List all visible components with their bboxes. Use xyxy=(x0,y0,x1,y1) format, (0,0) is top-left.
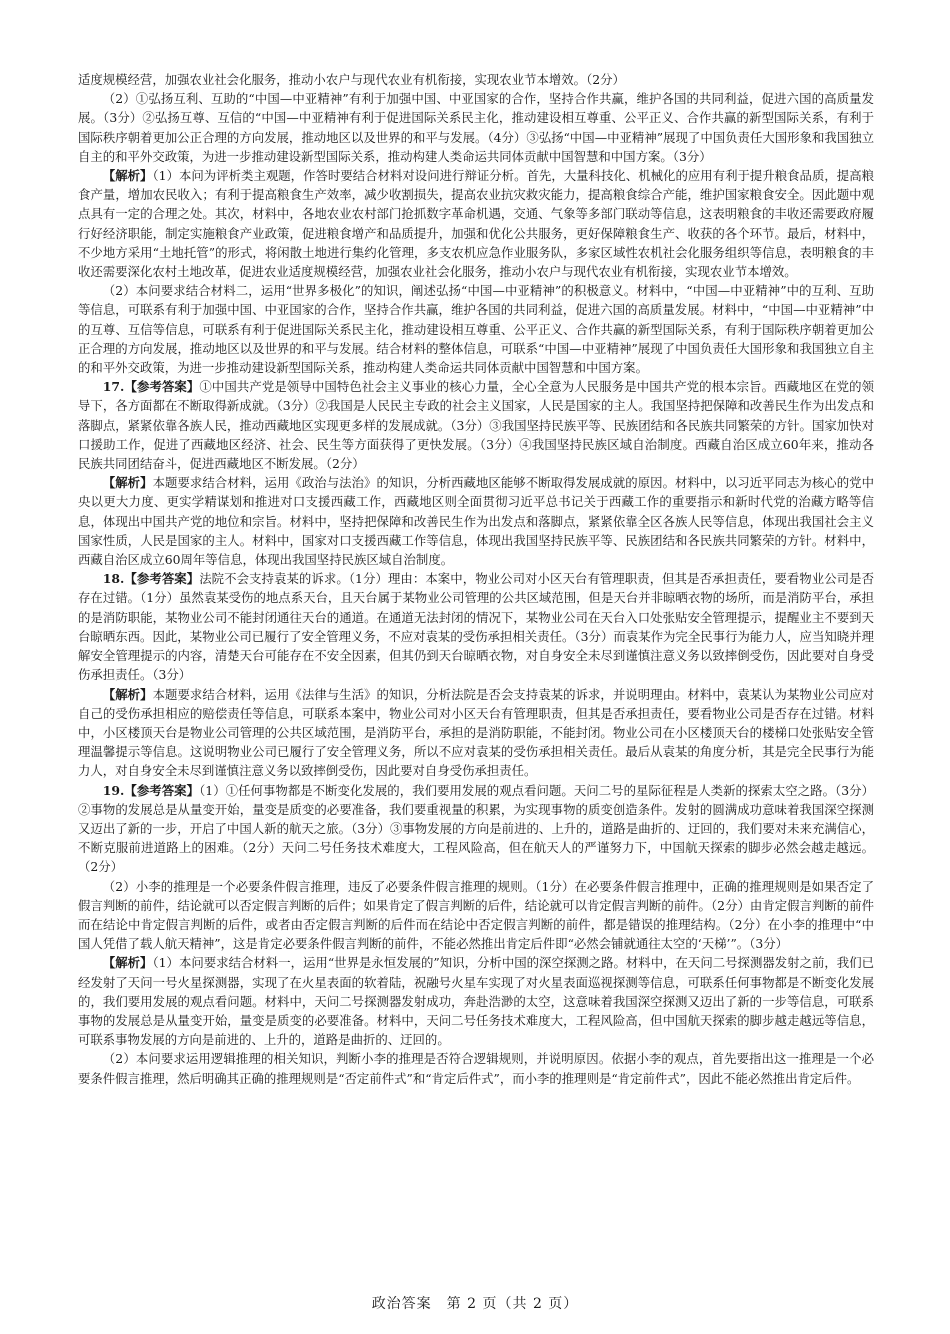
paragraph xyxy=(78,473,874,569)
paragraph xyxy=(78,377,874,473)
section-tag: 19.【参考答案】 xyxy=(102,782,200,798)
paragraph-text: （2）本问要求结合材料二，运用“世界多极化”的知识，阐述弘扬“中国—中亚精神”的积极意义。材料中，“中国—中亚精神”中的互利、互助等信息，可联系有利于加强中国、中亚国家的合作，坚持合作共赢，维护各国的共同利益，促进六国的高质量发展。材料中，“中国—中亚精神”中的互尊、互信等信息，可联系有利于促进国际关系民主化，推动建设相互尊重、公平正义、合作共赢的新型国际关系，有利于国际秩序朝着更加公正合理的方向发展，推动地区以及世界的和平与发展。结合材料的整体信息，可联系“中国—中亚精神”展现了中国负责任大国形象和我国独立自主的和平外交政策，为进一步推动建设新型国际关系，推动构建人类命运共同体贡献中国智慧和中国方案。 xyxy=(78,283,874,376)
section-tag: 18.【参考答案】 xyxy=(102,571,200,587)
paragraph-text: 本题要求结合材料，运用《政治与法治》的知识，分析西藏地区能够不断取得发展成就的原因。材料中，以习近平同志为核心的党中央以更大力度、更实学精谋划和推进对口支援西藏工作，西藏地区则全面贯彻习近平总书记关于西藏工作的重要指示和新时代党的治藏方略等信息，体现出中国共产党的地位和宗旨。材料中，坚持把保障和改善民生作为出发点和落脚点，紧紧依靠全区各族人民等信息，体现出我国社会主义国家性质，人民是国家的主人。材料中，国家对口支援西藏工作等信息，体现出我国坚持民族平等、民族团结和各民族共同繁荣的方针。材料中，西藏自治区成立60周年等信息，体现出我国坚持民族区域自治制度。 xyxy=(78,475,874,568)
paragraph xyxy=(78,781,874,877)
paragraph xyxy=(78,953,874,1049)
section-tag: 【解析】 xyxy=(102,686,153,702)
section-tag: 17.【参考答案】 xyxy=(102,379,200,395)
paragraph-text: 本题要求结合材料，运用《法律与生活》的知识，分析法院是否会支持袁某的诉求，并说明理由。材料中，袁某认为某物业公司应对自己的受伤承担相应的赔偿责任等信息，可联系本案中，物业公司对小区天台有管理职责，但其是否承担责任，要看物业公司是否存在过错。材料中，小区楼顶天台是物业公司管理的公共区域范围，是消防平台，承担的是消防职能，不能封闭。物业公司在小区楼顶天台的楼梯口处张贴安全管理温馨提示等信息。这说明物业公司已履行了安全管理义务，所以不应对袁某的受伤承担相关责任。最后从袁某的角度分析，其是完全民事行为能力人，对自身安全未尽到谨慎注意义务以致摔倒受伤，因此要对自身受伤承担责任。 xyxy=(78,686,874,779)
page-footer: 政治答案 第 2 页（共 2 页） xyxy=(371,1296,579,1312)
section-tag: 【解析】 xyxy=(102,168,153,184)
paragraph xyxy=(78,89,874,166)
paragraph xyxy=(78,70,874,89)
paragraph xyxy=(78,281,874,377)
paragraph-text: 法院不会支持袁某的诉求。（1分）理由：本案中，物业公司对小区天台有管理职责，但其是否承担责任，要看物业公司是否存在过错。（1分）虽然袁某受伤的地点系天台，且天台属于某物业公司管理的公共区域范围，但是天台并非晾晒衣物的场所，而是消防平台，承担的是消防职能，某物业公司不能封闭通往天台的通道。在通道无法封闭的情况下，某物业公司在天台入口处张贴安全管理提示，提醒业主不要到天台晾晒东西。因此，某物业公司已履行了安全管理义务，不应对袁某的受伤承担相关责任。（3分）而袁某作为完全民事行为能力人，应当知晓并理解安全管理提示的内容，清楚天台可能存在不安全因素，但其仍到天台晾晒衣物，对自身安全未尽到谨慎注意义务以致摔倒受伤，因此要对自身受伤承担责任。（3分） xyxy=(78,571,874,683)
paragraph-text: （2）本问要求运用逻辑推理的相关知识，判断小李的推理是否符合逻辑规则，并说明原因。依据小李的观点，首先要指出这一推理是一个必要条件假言推理，然后明确其正确的推理规则是“否定前件式”和“肯定后件式”，而小李的推理则是“肯定前件式”，因此不能必然推出肯定后件。 xyxy=(78,1051,874,1086)
paragraph-text: ①中国共产党是领导中国特色社会主义事业的核心力量，全心全意为人民服务是中国共产党的根本宗旨。西藏地区在党的领导下，各方面都在不断取得新成就。（3分）②我国是人民民主专政的社会主义国家，人民是国家的主人。我国坚持把保障和改善民生作为出发点和落脚点，紧紧依靠各族人民，推动西藏地区实现更多样的发展成就。（3分）③我国坚持民族平等、民族团结和各民族共同繁荣的方针。国家加快对口援助工作，促进了西藏地区经济、社会、民生等方面获得了更快发展。（3分）④我国坚持民族区域自治制度。西藏自治区成立60年来，推动各民族共同团结奋斗，促进西藏地区不断发展。（2分） xyxy=(78,379,874,472)
answer-page xyxy=(78,70,874,1280)
paragraph xyxy=(78,569,874,684)
paragraph xyxy=(78,1049,874,1087)
section-tag: 【解析】 xyxy=(102,955,153,971)
paragraph-text: （1）本问要求结合材料一，运用“世界是永恒发展的”知识，分析中国的深空探测之路。材料中，在天问二号探测器发射之前，我们已经发射了天问一号火星探测器，实现了在火星表面的软着陆，祝融号火星车实现了对火星表面巡视探测等信息，可联系任何事物都是不断变化发展的，我们要用发展的观点看问题。材料中，天问二号探测器发射成功，奔赴浩渺的太空，这意味着我国深空探测又迈出了新的一步等信息，可联系事物的发展总是从量变开始，量变是质变的必要准备。材料中，天问二号任务技术难度大，工程风险高，但中国航天探索的脚步越走越远等信息，可联系事物发展的方向是前进的、上升的，道路是曲折的、迂回的。 xyxy=(78,955,874,1048)
paragraph xyxy=(78,877,874,954)
paragraph-text: 适度规模经营，加强农业社会化服务，推动小农户与现代农业有机衔接，实现农业节本增效。（2分） xyxy=(78,72,625,87)
paragraph xyxy=(78,166,874,281)
paragraph-text: （2）①弘扬互利、互助的“中国—中亚精神”有利于加强中国、中亚国家的合作，坚持合作共赢，维护各国的共同利益，促进六国的高质量发展。（3分）②弘扬互尊、互信的“中国—中亚精神有利于促进国际关系民主化，推动建设相互尊重、公平正义、合作共赢的新型国际关系，有利于国际秩序朝着更加公正合理的方向发展，推动地区以及世界的和平与发展。（4分）③弘扬“中国—中亚精神”展现了中国负责任大国形象和我国独立自主的和平外交政策，为进一步推动建设新型国际关系，推动构建人类命运共同体贡献中国智慧和中国方案。（3分） xyxy=(78,91,874,164)
paragraph xyxy=(78,685,874,781)
section-tag: 【解析】 xyxy=(102,475,153,491)
paragraph-text: （2）小李的推理是一个必要条件假言推理，违反了必要条件假言推理的规则。（1分）在必要条件假言推理中，正确的推理规则是如果否定了假言判断的前件，结论就可以否定假言判断的后件；如果肯定了假言判断的后件，结论就可以肯定假言判断的前件。（2分）由肯定假言判断的前件而在结论中肯定假言判断的后件，或者由否定假言判断的后件而在结论中否定假言判断的前件，都是错误的推理结构。（2分）在小李的推理中“中国人凭借了载人航天精神”，这是肯定必要条件假言判断的前件，不能必然推出肯定后件即“必然会铺就通往太空的‘天梯’”。（3分） xyxy=(78,878,874,952)
paragraph-text: （1）①任何事物都是不断变化发展的，我们要用发展的观点看问题。天问二号的星际征程是人类新的探索太空之路。（3分）②事物的发展总是从量变开始，量变是质变的必要准备，我们要重视量的积累，为实现事物的质变创造条件。发射的圆满成功意味着我国深空探测又迈出了新的一步，开启了中国人新的航天之旅。（3分）③事物发展的方向是前进的、上升的，道路是曲折的、迂回的，我们要对未来充满信心，不断克服前进道路上的困难。（2分）天问二号任务技术难度大，工程风险高，但在航天人的严谨努力下，中国航天探索的脚步必然会越走越远。（2分） xyxy=(78,782,874,875)
paragraph-text: （1）本问为评析类主观题，作答时要结合材料对设问进行辩证分析。首先，大量科技化、机械化的应用有利于提升粮食品质，提高粮食产量，增加农民收入；有利于提高粮食生产效率，减少收割损失，提高农业抗灾救灾能力，提高粮食综合产能，维护国家粮食安全。因此题中观点具有一定的合理之处。其次，材料中，各地农业农村部门抢抓数字革命机遇，交通、气象等多部门联动等信息，这表明粮食的丰收还需要政府履行好经济职能，制定实施粮食产业政策，促进粮食增产和品质提升，加强和优化公共服务，更好保障粮食生产、收获的各个环节。最后，材料中，不少地方采用“土地托管”的形式，将闲散土地进行集约化管理，多支农机应急作业服务队，多家区域性农机社会化服务组织等信息，表明粮食的丰收还需要深化农村土地改革，促进农业适度规模经营，加强农业社会化服务，推动小农户与现代农业有机衔接，实现农业节本增效。 xyxy=(78,168,874,280)
